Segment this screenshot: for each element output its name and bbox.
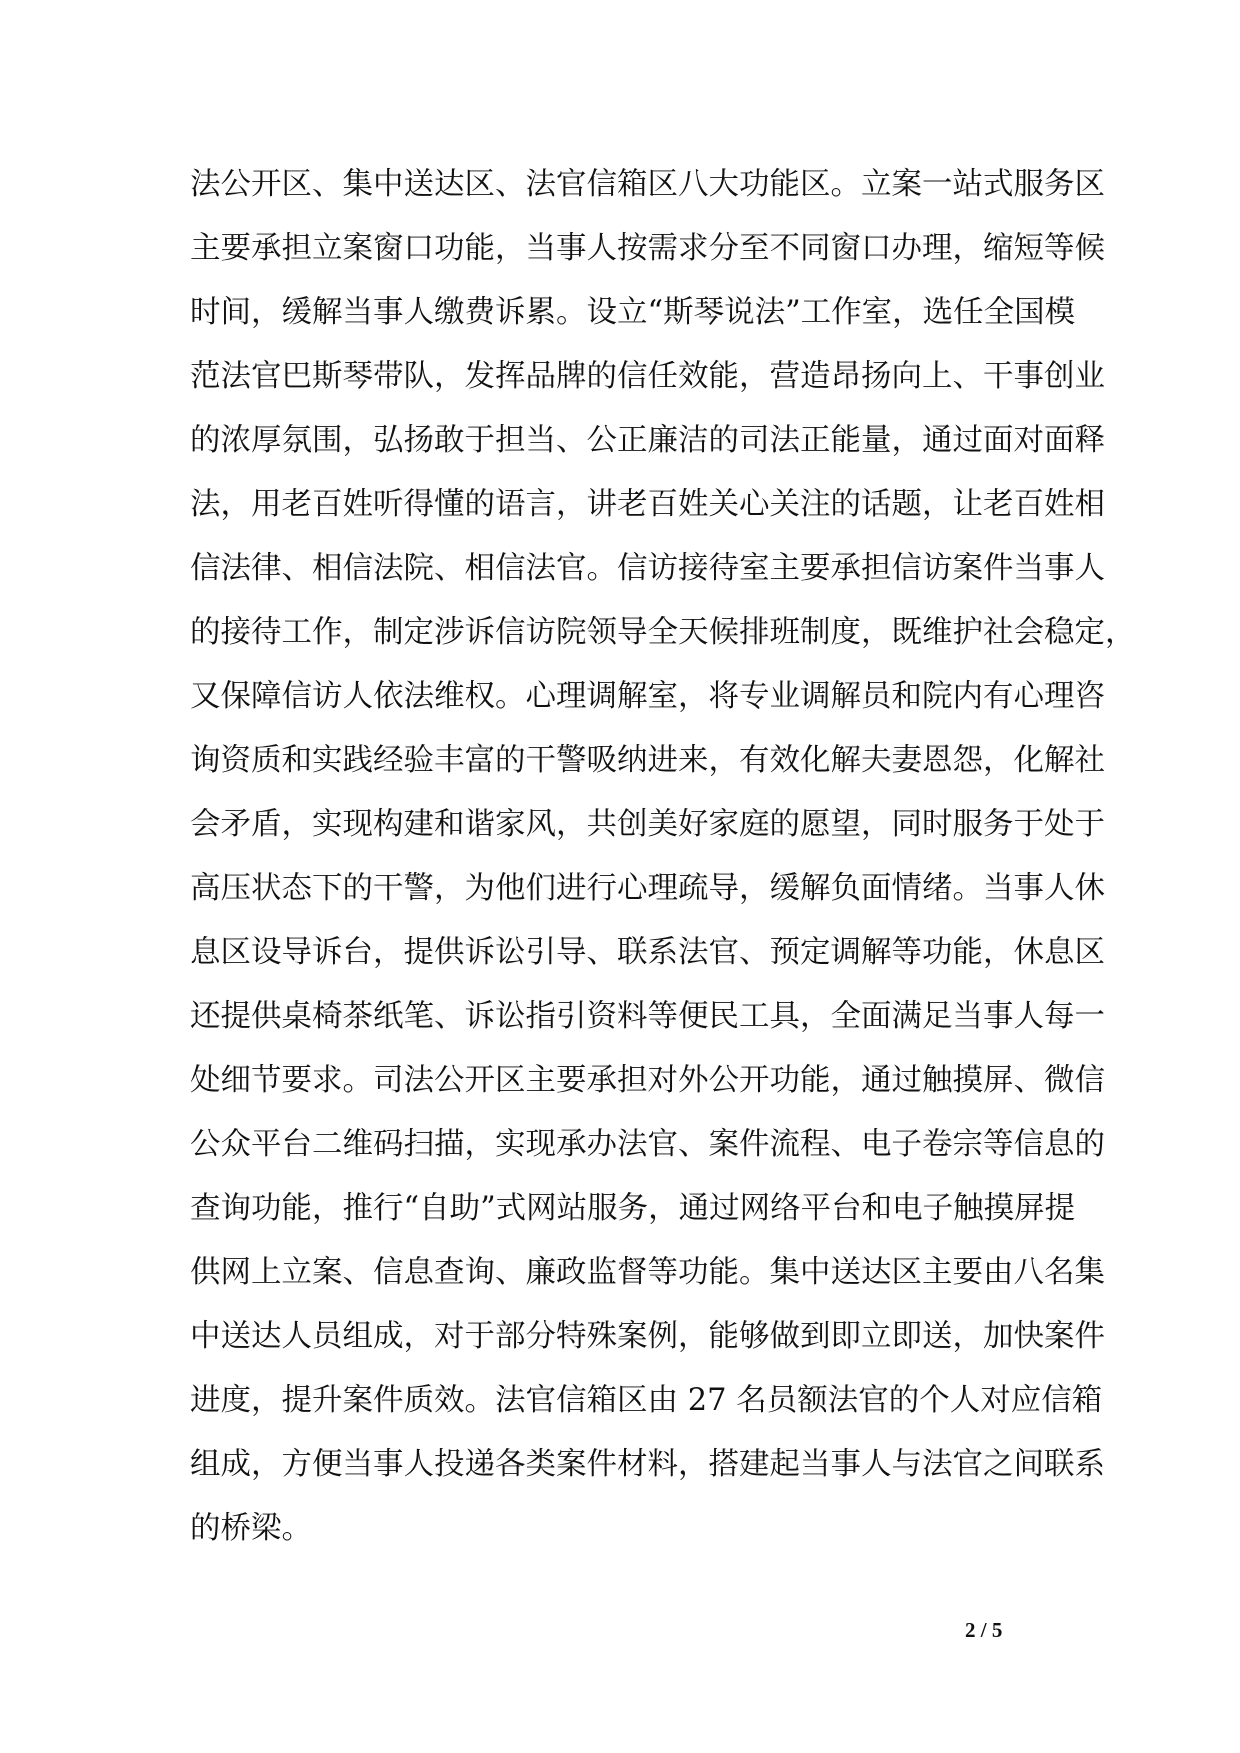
text-line: 公众平台二维码扫描，实现承办法官、案件流程、电子卷宗等信息的 (190, 1127, 1105, 1162)
text-line: 会矛盾，实现构建和谐家风，共创美好家庭的愿望，同时服务于处于 (190, 807, 1105, 842)
body-paragraph (190, 153, 1136, 1561)
text-line: 查询功能，推行“自助”式网站服务，通过网络平台和电子触摸屏提 (190, 1191, 1076, 1226)
text-line: 进度，提升案件质效。法官信箱区由 27 名员额法官的个人对应信箱 (190, 1383, 1103, 1418)
text-line: 主要承担立案窗口功能，当事人按需求分至不同窗口办理，缩短等候 (190, 231, 1105, 266)
text-line: 又保障信访人依法维权。心理调解室，将专业调解员和院内有心理咨 (190, 679, 1105, 714)
text-line: 时间，缓解当事人缴费诉累。设立“斯琴说法”工作室，选任全国模 (190, 295, 1076, 330)
text-line: 息区设导诉台，提供诉讼引导、联系法官、预定调解等功能，休息区 (190, 935, 1105, 970)
page-number: 2 / 5 (965, 1618, 1003, 1642)
text-line: 中送达人员组成，对于部分特殊案例，能够做到即立即送，加快案件 (190, 1319, 1105, 1354)
text-line: 询资质和实践经验丰富的干警吸纳进来，有效化解夫妻恩怨，化解社 (190, 743, 1105, 778)
text-line: 供网上立案、信息查询、廉政监督等功能。集中送达区主要由八名集 (190, 1255, 1105, 1290)
text-line: 法公开区、集中送达区、法官信箱区八大功能区。立案一站式服务区 (190, 167, 1105, 202)
text-line: 组成，方便当事人投递各类案件材料，搭建起当事人与法官之间联系 (190, 1447, 1105, 1482)
text-line: 还提供桌椅茶纸笔、诉讼指引资料等便民工具，全面满足当事人每一 (190, 999, 1105, 1034)
text-line: 的桥梁。 (190, 1511, 312, 1546)
text-line: 高压状态下的干警，为他们进行心理疏导，缓解负面情绪。当事人休 (190, 871, 1105, 906)
text-line: 的接待工作，制定涉诉信访院领导全天候排班制度，既维护社会稳定， (190, 615, 1136, 650)
text-line: 法，用老百姓听得懂的语言，讲老百姓关心关注的话题，让老百姓相 (190, 487, 1105, 522)
text-line: 信法律、相信法院、相信法官。信访接待室主要承担信访案件当事人 (190, 551, 1105, 586)
text-line: 的浓厚氛围，弘扬敢于担当、公正廉洁的司法正能量，通过面对面释 (190, 423, 1105, 458)
text-line: 范法官巴斯琴带队，发挥品牌的信任效能，营造昂扬向上、干事创业 (190, 359, 1105, 394)
text-line: 处细节要求。司法公开区主要承担对外公开功能，通过触摸屏、微信 (190, 1063, 1105, 1098)
